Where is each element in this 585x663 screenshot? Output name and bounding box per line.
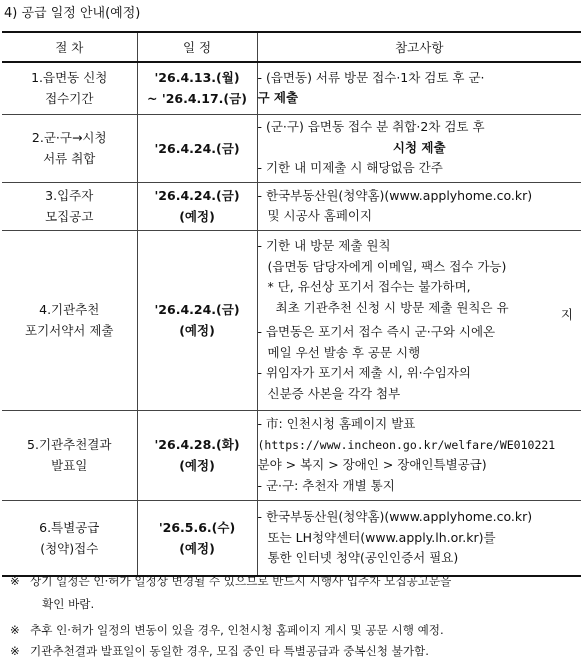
date-line: (예정)	[179, 323, 215, 338]
step-cell	[2, 230, 137, 410]
date-cell	[137, 230, 257, 410]
footnote	[10, 570, 580, 616]
date-line: (예정)	[179, 209, 215, 224]
note-line: 및 시공사 홈페이지	[267, 208, 373, 223]
note-line: 시청 제출	[392, 139, 446, 155]
note-cell	[257, 410, 581, 500]
note-line: 분야 > 복지 > 장애인 > 장애인특별공급)	[257, 457, 487, 472]
date-cell	[137, 182, 257, 230]
date-line: '26.4.24.(금)	[154, 140, 240, 156]
table-row	[2, 62, 581, 114]
date-line: '26.4.28.(화)	[154, 437, 240, 452]
footnote	[10, 619, 580, 642]
step-cell	[2, 182, 137, 230]
note-line: - 군·구: 추천자 개별 통지	[257, 477, 395, 493]
table-row	[2, 500, 581, 576]
section-title: 4) 공급 일정 안내(예정)	[4, 6, 141, 21]
note-line: 신분증 사본을 각각 첨부	[267, 385, 401, 401]
note-line: 메일 우선 발송 후 공문 시행	[267, 344, 421, 360]
reference-mark-icon: ※	[10, 623, 20, 637]
step-cell	[2, 114, 137, 182]
step-line: 포기서약서 제출	[25, 323, 114, 338]
header-date: 일 정	[137, 32, 257, 62]
date-line: '26.4.24.(금)	[154, 188, 240, 203]
footnote	[10, 640, 580, 663]
note-line: - 市: 인천시청 홈페이지 발표	[257, 416, 416, 431]
step-line: 5.기관추천결과	[27, 437, 112, 452]
note-line: - 기한 내 미제출 시 해당없음 간주	[257, 160, 443, 176]
note-line: - 위임자가 포기서 제출 시, 위·수임자의	[257, 365, 471, 380]
reference-mark-icon: ※	[10, 574, 20, 588]
table-row	[2, 182, 581, 230]
note-line: 구 제출	[257, 90, 299, 106]
step-line: 4.기관추천	[39, 302, 100, 317]
step-line: 3.입주자	[45, 188, 94, 203]
footnote-line: 기관추천결과 발표일이 동일한 경우, 모집 중인 타 특별공급과 중복신청 불가함.	[30, 644, 429, 658]
note-line: 최초 기관추천 신청 시 방문 제출 원칙은 유	[275, 299, 509, 315]
header-step: 절 차	[2, 32, 137, 62]
date-cell	[137, 62, 257, 114]
date-cell	[137, 500, 257, 576]
date-cell	[137, 410, 257, 500]
note-line: 또는 LH청약센터(www.apply.lh.or.kr)를	[267, 529, 496, 545]
date-line: (예정)	[179, 458, 215, 473]
step-cell	[2, 62, 137, 114]
note-line: - 한국부동산원(청약홈)(www.applyhome.co.kr)	[257, 509, 533, 524]
date-line: (예정)	[179, 540, 215, 556]
step-line: 2.군·구→시청	[31, 130, 107, 145]
date-line: '26.4.24.(금)	[154, 302, 240, 317]
date-line: '26.5.6.(수)	[158, 519, 236, 535]
note-line: - (읍면동) 서류 방문 접수·1차 검토 후 군·	[257, 69, 485, 85]
step-line: (청약)접수	[40, 540, 99, 556]
step-cell	[2, 500, 137, 576]
note-cell	[257, 182, 581, 230]
header-notes: 참고사항	[257, 32, 581, 62]
schedule-table	[2, 31, 581, 577]
footnote-line: 추후 인·허가 일정의 변동이 있을 경우, 인천시청 홈페이지 게시 및 공문 시행 예정.	[30, 623, 444, 637]
step-line: 서류 취합	[43, 151, 96, 166]
table-row	[2, 410, 581, 500]
note-cell	[257, 230, 581, 410]
note-cell	[257, 62, 581, 114]
step-line: 모집공고	[45, 209, 94, 224]
step-line: 6.특별공급	[39, 519, 100, 535]
reference-mark-icon: ※	[10, 644, 20, 658]
date-line: '26.4.13.(월)	[154, 70, 240, 86]
note-line: - 읍면동은 포기서 접수 즉시 군·구와 시에온	[257, 324, 496, 339]
date-cell	[137, 114, 257, 182]
footnote-line: 확인 바람.	[42, 597, 95, 611]
note-line: (읍면동 담당자에게 이메일, 팩스 접수 가능)	[267, 258, 507, 274]
table-row	[2, 114, 581, 182]
step-line: 발표일	[51, 458, 88, 473]
note-line: * 단, 유선상 포기서 접수는 불가하며,	[267, 279, 471, 294]
note-line: 지	[560, 307, 573, 322]
step-cell	[2, 410, 137, 500]
note-line: - 한국부동산원(청약홈)(www.applyhome.co.kr)	[257, 187, 533, 203]
note-line: - (군·구) 읍면동 접수 분 취합·2차 검토 후	[257, 119, 485, 135]
note-link[interactable]: (https://www.incheon.go.kr/welfare/WE010221	[257, 437, 556, 452]
note-line: 통한 인터넷 청약(공인인증서 필요)	[267, 550, 459, 565]
note-cell	[257, 114, 581, 182]
step-line: 접수기간	[45, 91, 94, 107]
table-header-row	[2, 32, 581, 62]
date-line: ~ '26.4.17.(금)	[147, 91, 247, 107]
note-cell	[257, 500, 581, 576]
note-line: - 기한 내 방문 제출 원칙	[257, 238, 391, 253]
step-line: 1.읍면동 신청	[31, 70, 108, 86]
table-row	[2, 230, 581, 410]
footnote-line: 상기 일정은 인·허가 일정상 변경될 수 있으므로 반드시 시행사 입주자 모집공고문을	[30, 574, 452, 588]
